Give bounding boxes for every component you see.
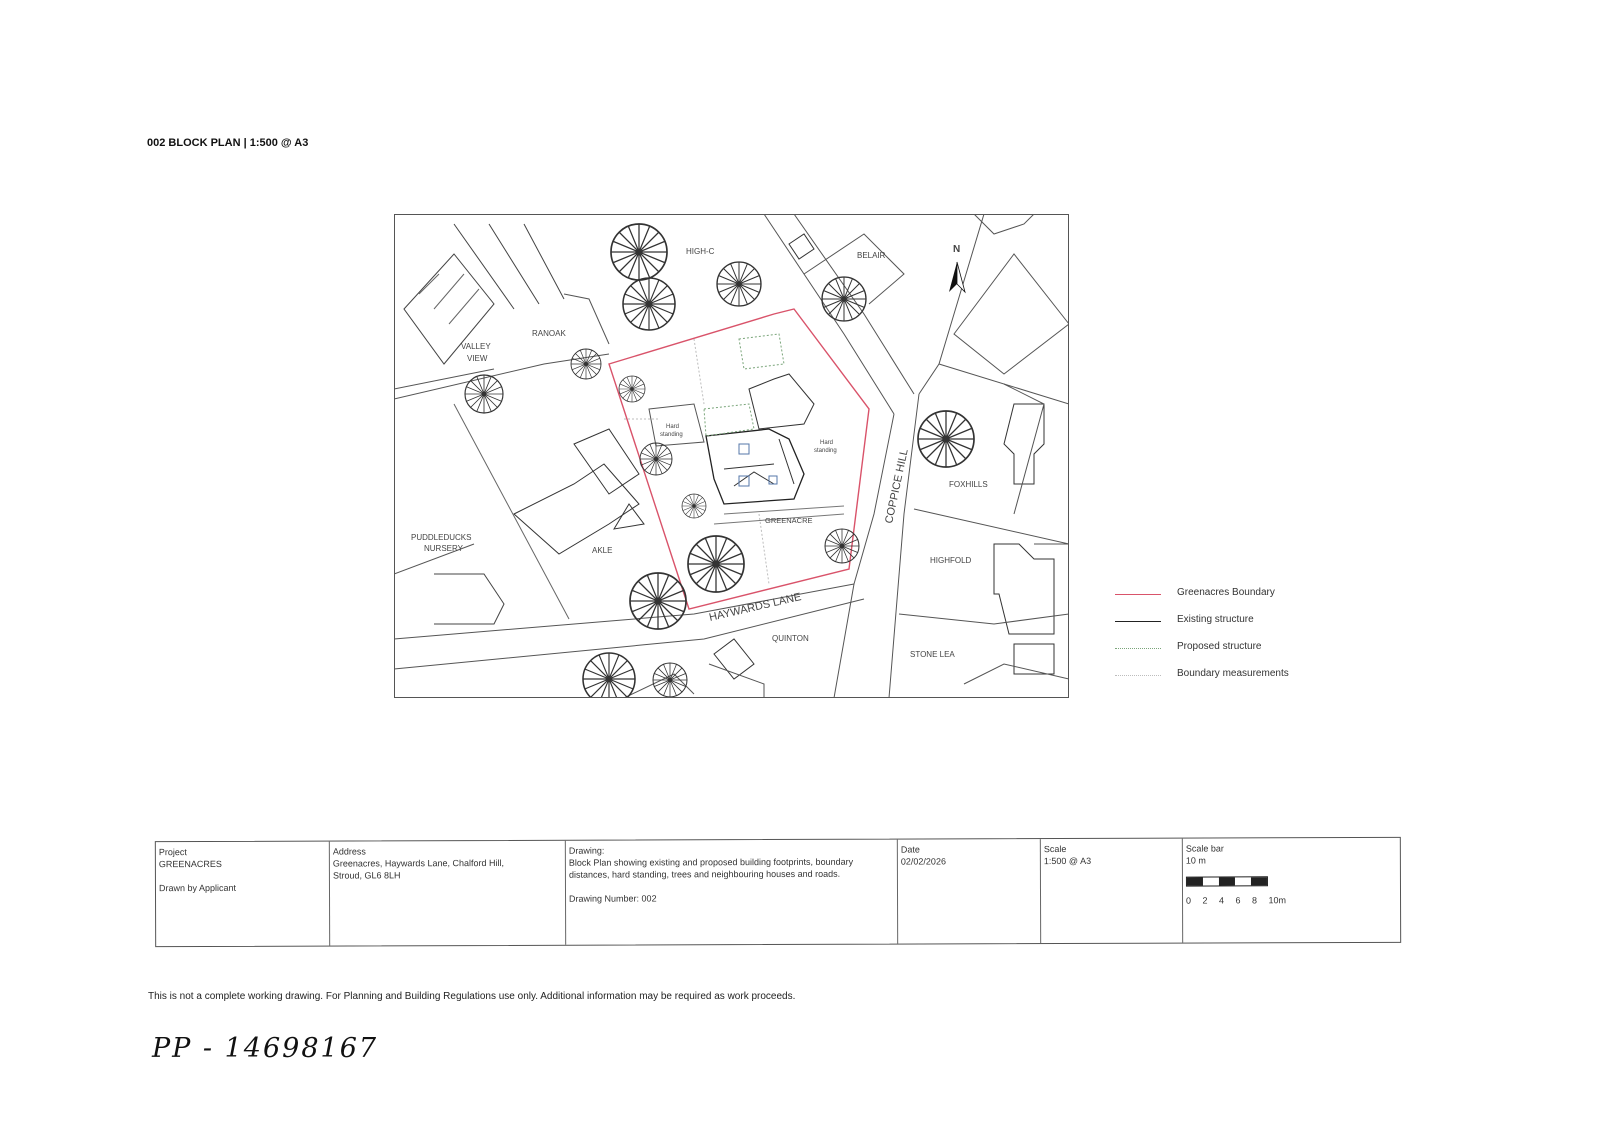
title-block-date	[898, 839, 1041, 943]
address-line-1: Greenacres, Haywards Lane, Chalford Hill,	[332, 857, 504, 869]
haywards-lane-north-edge	[394, 584, 854, 639]
title-block-drawing	[566, 840, 898, 945]
tree-icon	[682, 494, 706, 518]
label-hard-standing-left-2: standing	[660, 432, 683, 438]
label-puddleducks-2: NURSERY	[424, 544, 463, 553]
block-plan-map	[394, 214, 1069, 698]
handwritten-reference: PP - 14698167	[152, 1033, 379, 1064]
tree-icon	[619, 376, 645, 402]
sheet-title: 002 BLOCK PLAN | 1:500 @ A3	[147, 137, 309, 149]
title-block-scale	[1041, 839, 1183, 943]
legend-item-measurements	[1115, 666, 1345, 693]
drawing-heading: Drawing:	[568, 845, 605, 856]
scalebar-tick: 0	[1186, 895, 1192, 906]
existing-outbuilding	[749, 374, 814, 429]
legend-swatch-boundary	[1115, 594, 1161, 595]
tree-icon	[465, 375, 503, 413]
label-valley-view-1: VALLEY	[461, 342, 491, 351]
building-terrace	[454, 224, 564, 309]
tree-icon	[623, 278, 675, 330]
label-valley-view-2: VIEW	[467, 354, 488, 363]
scalebar-tick: 4	[1218, 895, 1225, 906]
title-block	[155, 837, 1401, 947]
scalebar-tick: 8	[1251, 895, 1258, 906]
tree-icon	[640, 443, 672, 475]
date-value: 02/02/2026	[900, 856, 946, 867]
tree-icon	[825, 529, 859, 563]
address-heading: Address	[332, 846, 366, 857]
scale-bar-graphic	[1186, 876, 1268, 886]
scalebar-tick: 10m	[1268, 895, 1286, 906]
drawing-description-1: Block Plan showing existing and proposed building footprints, boundary	[568, 856, 854, 868]
proposed-garage	[739, 334, 784, 369]
proposed-velux-1	[739, 444, 749, 454]
legend-label: Proposed structure	[1177, 641, 1262, 652]
north-label: N	[953, 244, 961, 255]
title-block-scalebar	[1183, 838, 1400, 943]
drawing-number: Drawing Number: 002	[569, 893, 657, 904]
building-stone-lea	[1014, 644, 1054, 674]
tree-icon	[822, 277, 866, 321]
legend-swatch-measurements	[1115, 675, 1161, 676]
label-highfold: HIGHFOLD	[930, 556, 972, 565]
scale-value: 1:500 @ A3	[1043, 855, 1092, 867]
legend-item-boundary	[1115, 585, 1345, 612]
tree-icon	[630, 573, 686, 629]
label-quinton: QUINTON	[772, 634, 809, 643]
tree-icon	[583, 653, 635, 698]
tree-icon	[653, 663, 687, 697]
building-puddleducks	[434, 574, 504, 624]
title-block-address	[330, 841, 566, 946]
existing-house-greenacre	[706, 429, 804, 504]
label-hard-standing-right-1: Hard	[820, 440, 834, 446]
building-akle	[514, 464, 639, 554]
label-akle: AKLE	[592, 546, 613, 555]
boundary-measure-1	[694, 339, 704, 404]
label-high-c: HIGH-C	[686, 247, 715, 256]
legend-swatch-proposed	[1115, 648, 1161, 649]
scalebar-heading: Scale bar	[1185, 843, 1224, 854]
scalebar-tick: 2	[1202, 895, 1208, 906]
building-foxhills	[1004, 404, 1044, 484]
label-greenacre: GREENACRE	[765, 516, 813, 525]
tree-icon	[571, 349, 601, 379]
scale-heading: Scale	[1043, 843, 1067, 855]
legend-label: Boundary measurements	[1177, 668, 1289, 679]
legend-item-proposed	[1115, 639, 1345, 666]
title-block-project	[156, 842, 330, 947]
scalebar-length: 10 m	[1185, 855, 1206, 866]
label-hard-standing-right-2: standing	[814, 448, 837, 454]
proposed-velux-3	[769, 476, 777, 484]
map-legend	[1115, 585, 1345, 693]
north-arrow-icon	[949, 262, 965, 292]
label-stone-lea: STONE LEA	[910, 650, 955, 659]
drawing-description-2: distances, hard standing, trees and neighbouring houses and roads.	[568, 868, 841, 880]
tree-icon	[918, 411, 974, 467]
legend-swatch-existing	[1115, 621, 1161, 622]
coppice-hill-west-edge	[834, 414, 894, 698]
label-ranoak: RANOAK	[532, 329, 566, 338]
label-hard-standing-left-1: Hard	[666, 424, 680, 430]
coppice-hill-east-edge	[919, 214, 984, 394]
tree-icon	[688, 536, 744, 592]
block-plan-svg	[394, 214, 1069, 698]
project-heading: Project	[158, 847, 187, 858]
disclaimer-text: This is not a complete working drawing. For Planning and Building Regulations use only. Additional information may be required as work proceeds.	[148, 991, 796, 1002]
legend-label: Greenacres Boundary	[1177, 587, 1275, 598]
project-name: GREENACRES	[158, 858, 222, 870]
label-haywards-lane: HAYWARDS LANE	[707, 591, 803, 624]
address-line-2: Stroud, GL6 8LH	[332, 870, 401, 881]
date-heading: Date	[900, 844, 920, 855]
label-coppice-hill: COPPICE HILL	[883, 447, 911, 525]
label-belair: BELAIR	[857, 251, 886, 260]
legend-item-existing	[1115, 612, 1345, 639]
label-puddleducks-1: PUDDLEDUCKS	[411, 533, 472, 542]
drawn-by: Drawn by Applicant	[158, 882, 237, 894]
scalebar-ticks	[1186, 894, 1286, 906]
label-foxhills: FOXHILLS	[949, 480, 988, 489]
tree-icon	[611, 224, 667, 280]
legend-label: Existing structure	[1177, 614, 1254, 625]
tree-icon	[717, 262, 761, 306]
scalebar-tick: 6	[1235, 895, 1241, 906]
